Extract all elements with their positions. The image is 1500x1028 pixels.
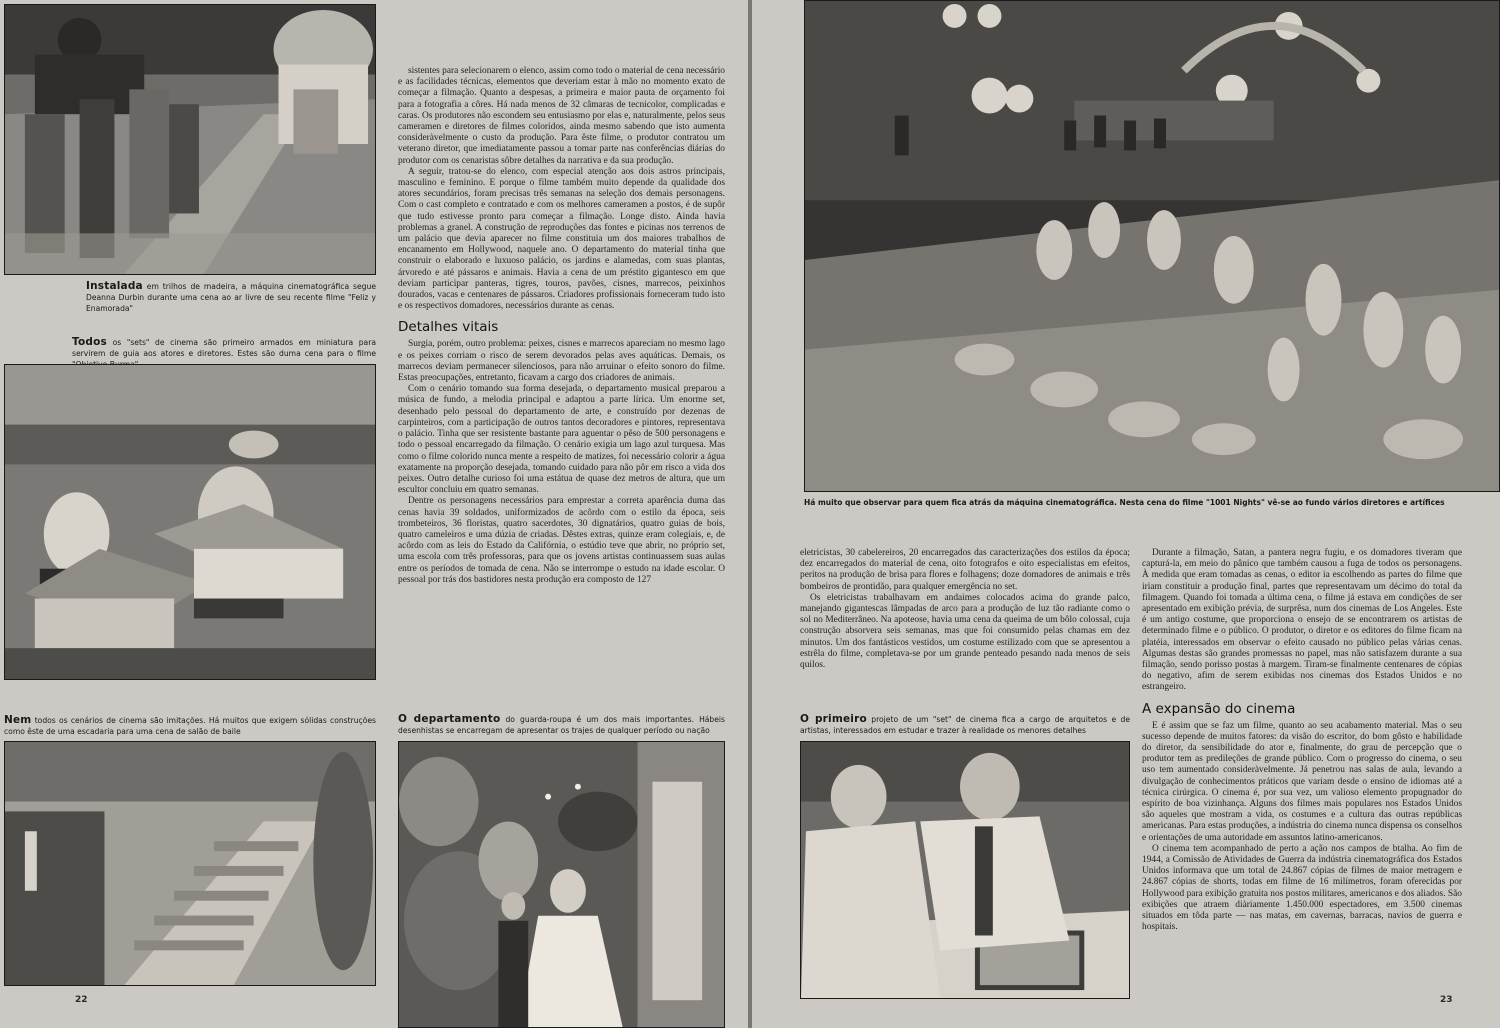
caption-lead: Todos bbox=[72, 337, 107, 348]
caption-departamento bbox=[398, 714, 725, 736]
paragraph: Dentre os personagens necessários para emprestar a correta aparência duma das cenas havia 39 soldados, uniformizados de acôrdo com o estilo da época, seis trombeteiros, 36 floristas, quatro sacerdotes, 30 dignatários, quatro guias de bois, quatro cameleiros e uma dúzia de criadas. Dêstes extras, quinze eram colegiais, e, de acôrdo com as leis do Estado da Califórnia, o estúdio teve que abrir, no próprio set, uma escola com três professoras, para que os jovens artistas continuassem suas aulas entre os períodos de tomada de cena. Não se interrompe o estudo na idade escolar. O pessoal por trás dos bastidores nesta produção era composto de 127 bbox=[398, 496, 725, 585]
paragraph: Surgia, porém, outro problema: peixes, cisnes e marrecos apareciam no mesmo lago e os peixes corriam o risco de serem devorados pelas aves aquáticas. Demais, os marrecos deviam permanecer silenciosos, para não arruinar o efeito sonoro do filme. Estas preocupações, entretanto, ficavam a cargo dos criadores de animais. bbox=[398, 339, 725, 384]
paragraph: A seguir, tratou-se do elenco, com especial atenção aos dois astros principais, masculino e feminino. E porque o filme também muito depende da qualidade dos atores secundários, foram precisas três semanas na seleção dos demais personagens. Com o cast completo e contratado e com os melhores cameramen a postos, é de supôr que tudo estivesse pronto para começar a filmação. Longe disto. Ainda havia problemas a granel. A construção de reproduções das fontes e picinas nos terrenos de um palácio que devia aparecer no filme constituia um dos maiores trabalhos de encanamento em Hollywood, naquele ano. O departamento do material tinha que construir o elaborado e luxuoso palácio, os jardins e alamedas, com suas plantas, árvoredo e até pássaros e animais. Havia a cena de um préstito gigantesco em que deviam participar panteras, tigres, touros, pavões, cisnes, marrecos, peixinhos dourados, vacas e centenares de pássaros. Criadores profissionais forneceram tudo isto e os respectivos domadores, necessários durante as cenas. bbox=[398, 166, 725, 312]
caption-lead: Instalada bbox=[86, 281, 143, 292]
caption-text: todos os cenários de cinema são imitações. Há muitos que exigem sólidas construções como êste de uma escadaria para uma cena de salão de baile bbox=[4, 716, 376, 736]
caption-text: em trilhos de madeira, a máquina cinematográfica segue Deanna Durbin durante uma cena ao ar livre de seu recente filme "Feliz y Enamorada" bbox=[86, 282, 376, 313]
paragraph: eletricistas, 30 cabelereiros, 20 encarregados das caracterizações dos estilos da época; dez encarregados do material de cena, oito fotografos e oito especialistas em efeitos, peritos na produção de brisa para flores e folhagens; doze domadores de animais e três bombeiros de prontidão, para qualquer emergência no set. bbox=[800, 548, 1130, 592]
caption-text: os "sets" de cinema são primeiro armados em miniatura para servirem de guia aos atores e diretores. Estes são duma cena para o filme bbox=[72, 338, 376, 358]
right-page bbox=[752, 0, 1500, 1028]
paragraph: sistentes para selecionarem o elenco, assim como todo o material de cena necessário e as facilidades técnicas, elementos que deveriam estar à mão no momento exato de começar a filmação. Quanto a despesas, a primeira e maior pauta de orçamento foi para a fotografia a côres. Há nada menos de 32 câmaras de tecnicolor, complicadas e caras. Os produtores não escondem seu entusiasmo por elas e, naturalmente, pelos seus cameramen e diretores de filmes coloridos, ainda mesmo sabendo que isto aumenta consideràvelmente o custo da produção. Para êste filme, o produtor contratou um veterano diretor, que imediatamente passou a tomar parte nas conferências diárias do produtor com os cenaristas sôbre detalhes da narrativa e da sua produção. bbox=[398, 66, 725, 166]
paragraph: Com o cenário tomando sua forma desejada, o departamento musical preparou a música de fundo, a melodia principal e adaptou a parte lírica. Um enorme set, desenhado pelo pessoal do departamento de arte, e construído por dezenas de carpinteiros, com a participação de outros tantos decoradores e pintores, representava o palácio. Tinha que ser resistente bastante para aguentar o pêso de 500 personagens e todo o pessoal encarregado da filmação. O cenário exigia um lago azul turquesa. Mas como o filme colorido nunca mente a respeito de matizes, foi necessário colorir a água exatamente na proporção desejada, tomando cuidado para não pôr em risco a vida dos peixes. Outro detalhe curioso foi uma estátua de quase dez metros de altura, que um escultor concluiu em quatro semanas. bbox=[398, 384, 725, 496]
caption-text: Há muito que observar para quem fica atrás da máquina cinematográfica. Nesta cena do filme "1001 Nights" vê-se ao fundo vários diretores e artífices bbox=[804, 498, 1445, 507]
article-column-1 bbox=[398, 66, 725, 706]
photo-wardrobe bbox=[398, 741, 725, 1028]
paragraph: O cinema tem acompanhado de perto a ação nos campos de btalha. Ao fim de 1944, a Comissão de Atividades de Guerra da indústria cinematográfica dos Estados Unidos informava que um total de 24.867 cópias de filmes de maior metragem e 24.867 cópias de shorts, todas em filme de 16 milímetros, foram oferecidas por Hollywood para exibição gratuita nos postos militares, americanos e dos aliados. São exibições que atraem diàriamente 1.450.000 espectadores, em 3.500 cinemas situados em tôda parte — nas matas, em cavernas, barracas, navios de guerra e hospitais. bbox=[1142, 843, 1462, 933]
photo-1001-nights-stage bbox=[804, 0, 1500, 492]
photo-staircase bbox=[4, 741, 376, 986]
article-column-2 bbox=[800, 548, 1130, 718]
caption-primeiro bbox=[800, 714, 1130, 736]
paragraph: E é assim que se faz um filme, quanto ao seu acabamento material. Mas o seu sucesso depende de muitos fatores: da visão do escritor, do bom gôsto e habilidade do diretor, da sensibilidade do ator e, finalmente, do grau de percepção que o produtor tem as predileções de grande público. Com o progresso do cinema, o seu uso tem aumentado consideràvelmente. Já penetrou nas salas de aula, levando a divulgação de conhecimentos práticos que variam desde o ensino de idiomas até a técnica cirúrgica. O cinema é, por sua vez, um valioso elemento propugnador do espírito de boa vizinhança. Alguns dos filmes mais populares nos Estados Unidos são aqueles que mostram a vida, os costumes e a cultura das outras repúblicas americanas. Para estas produções, a indústria do cinema nunca dispensa os conselhos e orientações de uma autoridade em assuntos latino-americanos. bbox=[1142, 720, 1462, 843]
heading-expansao-cinema: A expansão do cinema bbox=[1142, 700, 1296, 717]
left-page bbox=[0, 0, 748, 1028]
page-number-right: 23 bbox=[1440, 995, 1453, 1005]
caption-1001-nights bbox=[804, 497, 1500, 508]
caption-instalada bbox=[86, 281, 376, 314]
caption-nem bbox=[4, 715, 376, 737]
caption-text: projeto de um "set" de cinema fica a cargo de arquitetos e de artistas, interessados em estudar e trazer à realidade os menores detalhes bbox=[800, 715, 1130, 735]
heading-detalhes-vitais: Detalhes vitais bbox=[398, 319, 499, 336]
photo-miniature-set bbox=[4, 364, 376, 680]
caption-lead: Nem bbox=[4, 715, 32, 726]
caption-lead: O primeiro bbox=[800, 714, 867, 725]
photo-camera-on-rails bbox=[4, 4, 376, 275]
paragraph: Durante a filmação, Satan, a pantera negra fugiu, e os domadores tiveram que capturá-la, em meio do pânico que também causou a fuga de todos os personagens. À medida que eram tomadas as cenas, o editor ia escolhendo as partes do filme que iriam constituir a produção final, partes que representavam um décimo do total da filmagem. Quando foi tomada a última cena, o filme já estava em condições de ser apresentado em exibição prévia, de surprêsa, num dos cinemas de Los Angeles. Este é um antigo costume, que proporciona o ensejo de se encontrarem os artistas de determinado filme e o público. O produtor, o diretor e os editores do filme ficam na platéia, interessados em observar o efeito causado no público pelas várias cenas. Algumas destas são grandes promessas no papel, mas não satisfazem durante a sua filmação, sendo porisso postas à margem. Tiram-se finalmente centenares de cópias do negativo, afim de serem exibidas nos cinemas dos Estados Unidos e no estrangeiro. bbox=[1142, 548, 1462, 693]
article-column-3 bbox=[1142, 548, 1462, 1008]
page-number-left: 22 bbox=[75, 995, 88, 1005]
caption-text: do guarda-roupa é um dos mais importantes. Hábeis desenhistas se encarregam de apresentar os trajes de qualquer período ou nação bbox=[398, 715, 725, 735]
caption-lead: O departamento bbox=[398, 714, 501, 725]
paragraph: Os eletricistas trabalhavam em andaimes colocados acima do grande palco, manejando gigantescas lâmpadas de arco para a produção de luz tão radiante como o sol no Mediterrâneo. Na apoteose, havia uma cena da queima de um bôlo colossal, cuja construção absorvera seis semanas, mas que foi consumido pelas chamas em dez minutos. Um dos fantásticos vestidos, um costume estilizado com que se apresentou a estrêla do filme, completava-se por um grande penteado pesando nada menos de seis quilos. bbox=[800, 592, 1130, 671]
photo-architects bbox=[800, 741, 1130, 999]
